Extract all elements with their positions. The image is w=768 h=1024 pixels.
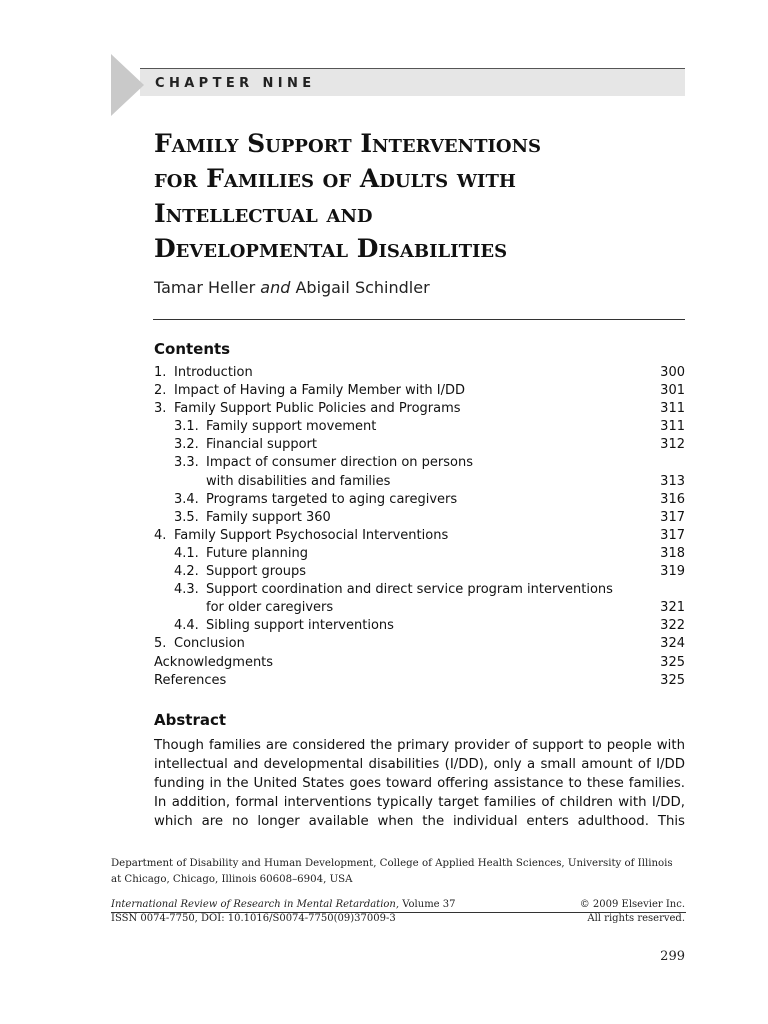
toc-entry xyxy=(154,473,685,491)
toc-entry xyxy=(154,635,685,653)
toc-entry-number: 2. xyxy=(154,383,167,399)
toc-entry-title: Family Support Public Policies and Programs xyxy=(174,401,461,417)
toc-entry xyxy=(154,545,685,563)
toc-entry-title: Family Support Psychosocial Interventions xyxy=(174,527,449,543)
toc-entry xyxy=(154,400,685,418)
toc-entry-number: 3.3. xyxy=(174,455,199,471)
toc-entry-number: 3.5. xyxy=(174,509,199,525)
footer-copyright xyxy=(580,898,685,926)
table-of-contents xyxy=(154,364,685,690)
title-line: Intellectual and xyxy=(154,199,373,228)
issn-doi: ISSN 0074-7750, DOI: 10.1016/S0074-7750(09)37009-3 xyxy=(111,913,396,924)
toc-entry-title: Sibling support interventions xyxy=(206,618,394,634)
toc-entry-page: 322 xyxy=(660,618,685,634)
toc-entry-title: Financial support xyxy=(206,437,317,453)
toc-entry-page: 311 xyxy=(660,401,685,417)
author-second: Abigail Schindler xyxy=(295,278,430,297)
toc-entry-number: 4.4. xyxy=(174,618,199,634)
toc-entry-page: 311 xyxy=(660,419,685,435)
title-line: for Families of Adults with xyxy=(154,164,516,193)
toc-entry-number: 3.4. xyxy=(174,491,199,507)
journal-volume: Volume 37 xyxy=(402,899,456,910)
toc-entry-page: 319 xyxy=(660,564,685,580)
toc-entry-title: Programs targeted to aging caregivers xyxy=(206,491,458,507)
toc-entry-page: 317 xyxy=(660,509,685,525)
toc-entry-page: 325 xyxy=(660,672,685,688)
page-number: 299 xyxy=(660,949,685,964)
toc-entry-page: 301 xyxy=(660,383,685,399)
toc-entry-number: 3.1. xyxy=(174,419,199,435)
toc-entry xyxy=(154,581,685,599)
title-line: Developmental Disabilities xyxy=(154,234,508,263)
toc-entry-number: 4. xyxy=(154,527,167,543)
toc-entry xyxy=(154,599,685,617)
abstract-text xyxy=(154,736,685,831)
toc-entry xyxy=(154,563,685,581)
chapter-arrow-icon xyxy=(111,54,144,116)
abstract-heading: Abstract xyxy=(154,711,227,729)
toc-entry xyxy=(154,364,685,382)
contents-heading: Contents xyxy=(154,340,231,358)
title-line: Family Support Interventions xyxy=(154,129,542,158)
toc-entry-title: Future planning xyxy=(206,545,308,561)
affiliation-line: Department of Disability and Human Development, College of Applied Health Sciences, University of Illinois xyxy=(111,858,673,869)
toc-entry xyxy=(154,436,685,454)
toc-entry-page: 324 xyxy=(660,636,685,652)
abstract-line: intellectual and developmental disabilities (I/DD), only a small amount of I/DD xyxy=(154,757,685,772)
toc-entry-title: Impact of Having a Family Member with I/DD xyxy=(174,383,466,399)
toc-entry-page: 318 xyxy=(660,545,685,561)
chapter-label: CHAPTER NINE xyxy=(155,76,316,91)
toc-entry-title: for older caregivers xyxy=(206,600,334,616)
abstract-line: which are no longer available when the individual enters adulthood. This xyxy=(154,814,685,829)
toc-entry xyxy=(154,509,685,527)
toc-entry-number: 4.2. xyxy=(174,564,199,580)
divider xyxy=(153,319,685,320)
toc-entry-page: 300 xyxy=(660,365,685,380)
abstract-line: Though families are considered the primary provider of support to people with xyxy=(154,738,685,753)
chapter-title xyxy=(154,126,694,266)
toc-entry xyxy=(154,454,685,472)
affiliation xyxy=(111,856,686,888)
toc-entry xyxy=(154,527,685,545)
toc-entry-page: 325 xyxy=(660,654,685,670)
toc-entry xyxy=(154,418,685,436)
toc-entry-number: 5. xyxy=(154,636,167,652)
toc-entry xyxy=(154,672,685,690)
toc-entry-title: Family support movement xyxy=(206,419,377,435)
toc-entry-title: Support groups xyxy=(206,564,307,580)
affiliation-line: at Chicago, Chicago, Illinois 60608–6904, USA xyxy=(111,874,353,885)
toc-entry-number: 1. xyxy=(154,365,167,380)
toc-entry-title: Acknowledgments xyxy=(154,654,274,670)
rights: All rights reserved. xyxy=(587,913,685,924)
toc-entry-page: 317 xyxy=(660,527,685,543)
toc-entry-title: References xyxy=(154,672,227,688)
copyright: © 2009 Elsevier Inc. xyxy=(579,899,685,910)
author-first: Tamar Heller xyxy=(154,278,256,297)
toc-entry-title: with disabilities and families xyxy=(206,473,391,489)
toc-entry-title: Conclusion xyxy=(174,636,245,652)
toc-entry-page: 321 xyxy=(660,600,685,616)
toc-entry-page: 316 xyxy=(660,491,685,507)
toc-entry-page: 313 xyxy=(660,473,685,489)
toc-entry-number: 3. xyxy=(154,401,167,417)
toc-entry xyxy=(154,617,685,635)
authors xyxy=(154,278,430,297)
toc-entry-number: 4.3. xyxy=(174,582,199,598)
toc-entry-page: 312 xyxy=(660,437,685,453)
abstract-line: In addition, formal interventions typically target families of children with I/DD, xyxy=(154,795,685,810)
toc-entry-title: Family support 360 xyxy=(206,509,331,525)
toc-entry xyxy=(154,654,685,672)
toc-entry-number: 3.2. xyxy=(174,437,199,453)
toc-entry-number: 4.1. xyxy=(174,545,199,561)
abstract-line: funding in the United States goes toward offering assistance to these families. xyxy=(154,776,685,791)
journal-name: International Review of Research in Mental Retardation, xyxy=(111,899,400,910)
toc-entry xyxy=(154,491,685,509)
toc-entry-title: Impact of consumer direction on persons xyxy=(206,455,474,471)
toc-entry xyxy=(154,382,685,400)
toc-entry-title: Introduction xyxy=(174,365,253,380)
toc-entry-title: Support coordination and direct service program interventions xyxy=(206,582,613,598)
author-conjunction: and xyxy=(260,278,291,297)
